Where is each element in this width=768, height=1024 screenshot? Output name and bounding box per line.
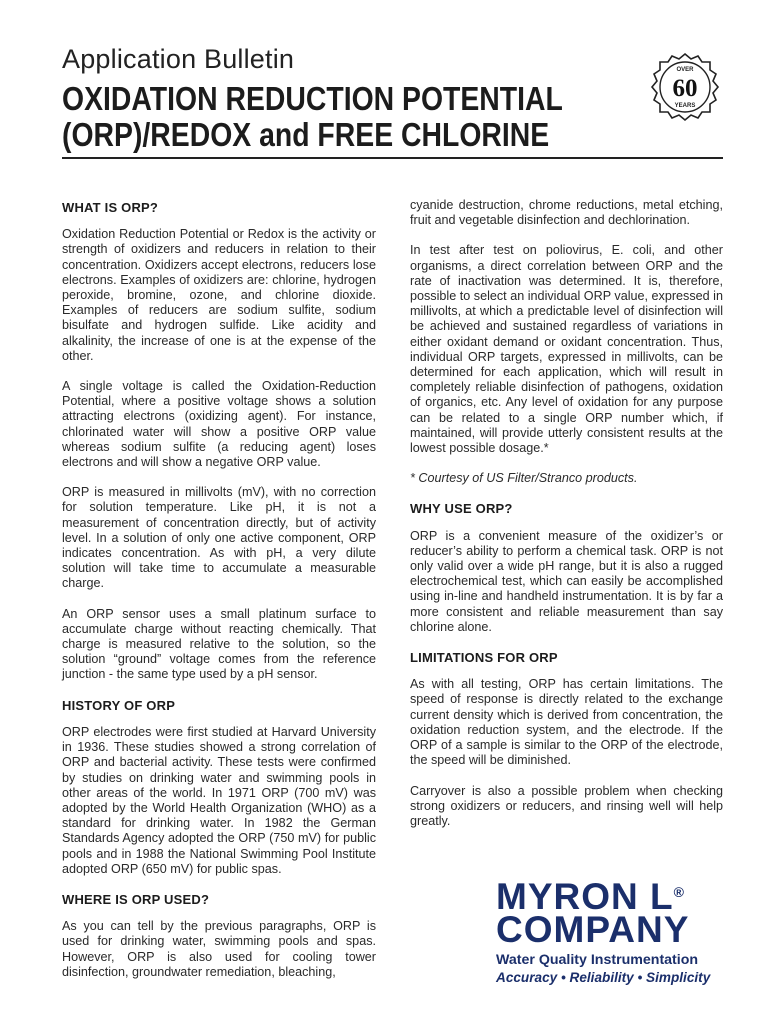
paragraph: As you can tell by the previous paragraphs, ORP is used for drinking water, swimming pools and spas. However, ORP is also used for cooling tower disinfection, groundwater remediation, bleaching, xyxy=(62,919,376,979)
logo-subtitle: Water Quality Instrumentation xyxy=(496,952,699,968)
right-column xyxy=(410,198,723,844)
section-heading-limitations: LIMITATIONS FOR ORP xyxy=(410,650,558,666)
section-heading-history: HISTORY OF ORP xyxy=(62,697,176,713)
section-heading-where-used: WHERE IS ORP USED? xyxy=(62,891,210,907)
sixty-years-seal-icon xyxy=(650,52,720,122)
paragraph: cyanide destruction, chrome reductions, metal etching, fruit and vegetable disinfection and dechlorination. xyxy=(410,198,723,228)
seal-number: 60 xyxy=(672,75,698,102)
logo-line-2: COMPANY xyxy=(496,909,690,950)
footnote: * Courtesy of US Filter/Stranco products. xyxy=(410,471,638,486)
paragraph: Oxidation Reduction Potential or Redox is the activity or strength of oxidizers and reducers in relation to their concentration. Oxidizers accept electrons, reducers lose electrons. Examples of oxidizers are: chlorine, hydrogen peroxide, bromine, ozone, and chlorine dioxide. Examples of reducers are sodium sulfite, sodium bisulfate and hydrogen sulfide. Like acidity and alkalinity, the increase of one is at the expense of the other. xyxy=(62,227,376,363)
seal-top-text: OVER xyxy=(676,67,694,73)
paragraph: As with all testing, ORP has certain limitations. The speed of response is directly related to the exchange current density which is derived from concentration, the oxidation reduction system, and the electrode. If the ORP of a sample is similar to the ORP of the electrode, the speed will be diminished. xyxy=(410,677,723,768)
left-column xyxy=(62,198,376,995)
paragraph: ORP is measured in millivolts (mV), with no correction for solution temperature. Like pH, it is not a measurement of concentration directly, but of activity level. In a solution of only one active component, ORP indicates concentration. As with pH, a very dilute solution will take time to accumulate a measurable charge. xyxy=(62,485,376,591)
paragraph: An ORP sensor uses a small platinum surface to accumulate charge without reacting chemically. That charge is measured relative to the solution, so the solution “ground” voltage comes from the reference junction - the same type used by a pH sensor. xyxy=(62,606,376,682)
logo-name: MYRON L xyxy=(496,876,674,917)
paragraph: ORP electrodes were first studied at Harvard University in 1936. These studies showed a strong correlation of ORP and bacterial activity. These tests were confirmed by studies on drinking water and swimming pools in other areas of the world. In 1971 ORP (700 mV) was adopted by the World Health Organization (WHO) as a standard for drinking water. In 1982 the German Standards Agency adopted the ORP (750 mV) for public pools and in 1988 the National Swimming Pool Institute adopted ORP (650 mV) for public spas. xyxy=(62,724,376,876)
paragraph: In test after test on poliovirus, E. coli, and other organisms, a direct correlation between ORP and the rate of inactivation was determined. It is, therefore, possible to select an individual ORP value, expressed in millivolts, at which a predictable level of disinfection will be achieved and sustained regardless of variations in either oxidant demand or oxidant concentration. Thus, individual ORP targets, expressed in millivolts, can be determined for each application, which will result in completely reliable disinfection of pathogens, oxidation of organics, etc. Any level of oxidation for any purpose can be related to a single ORP number which, if maintained, will provide utterly consistent results at the lowest possible dosage.* xyxy=(410,243,723,456)
header-divider xyxy=(62,157,723,159)
page-title-line-2: (ORP)/REDOX and FREE CHLORINE xyxy=(62,116,550,153)
section-heading-why-use: WHY USE ORP? xyxy=(410,501,513,517)
bulletin-label: Application Bulletin xyxy=(62,44,295,74)
page-title-line-1: OXIDATION REDUCTION POTENTIAL xyxy=(62,80,563,117)
paragraph: A single voltage is called the Oxidation-Reduction Potential, where a positive voltage shows a solution attracting electrons (oxidizing agent). For instance, chlorinated water will show a positive ORP value whereas sodium sulfite (a reducing agent) loses electrons and will show a negative ORP value. xyxy=(62,379,376,470)
seal-bottom-text: YEARS xyxy=(674,103,696,109)
paragraph: ORP is a convenient measure of the oxidizer’s or reducer’s ability to perform a chemical task. ORP is not only valid over a wide pH range, but it is also a rugged electrochemical test, which can easily be accomplished using in-line and handheld instrumentation. It is by far a more consistent and reliable measurement than say chlorine alone. xyxy=(410,528,723,634)
logo-tagline: Accuracy • Reliability • Simplicity xyxy=(496,970,711,985)
paragraph: Carryover is also a possible problem when checking strong oxidizers or reducers, and rinsing well will help greatly. xyxy=(410,783,723,828)
company-logo xyxy=(496,876,726,985)
registered-mark: ® xyxy=(673,884,685,900)
section-heading-what-is-orp: WHAT IS ORP? xyxy=(62,200,159,215)
